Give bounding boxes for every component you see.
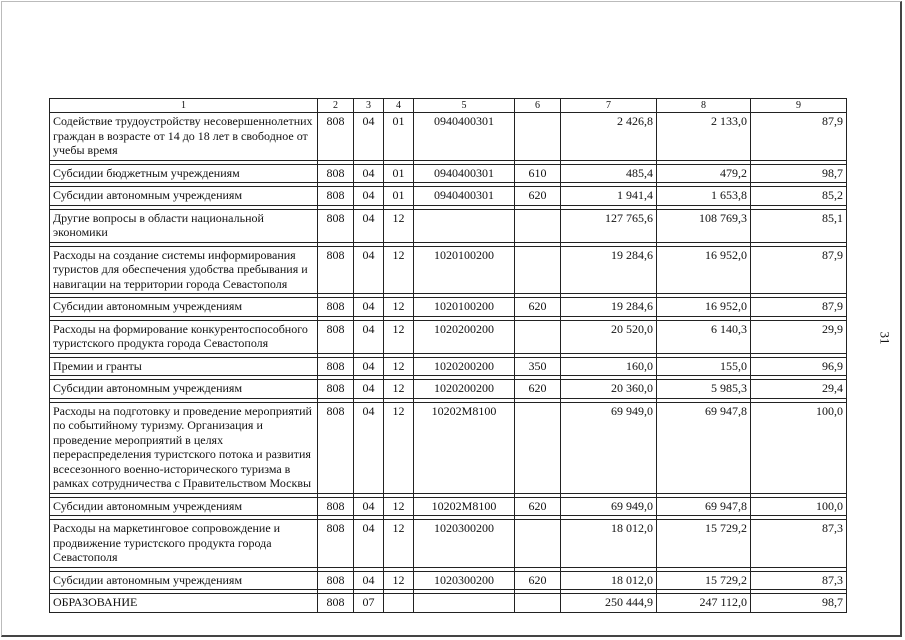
row-plan-amount: 19 284,6	[561, 246, 657, 294]
row-plan-amount: 20 520,0	[561, 320, 657, 353]
row-label: Субсидии автономным учреждениям	[50, 380, 318, 399]
row-code: 808	[318, 357, 354, 376]
row-section: 04	[354, 380, 384, 399]
row-percent: 98,7	[751, 164, 847, 183]
row-section: 04	[354, 164, 384, 183]
row-subsection: 12	[384, 209, 414, 242]
row-subsection: 12	[384, 357, 414, 376]
row-plan-amount: 19 284,6	[561, 298, 657, 317]
row-code: 808	[318, 164, 354, 183]
column-number: 2	[318, 99, 354, 113]
row-subsection: 12	[384, 571, 414, 590]
row-section: 04	[354, 209, 384, 242]
row-expense-type	[515, 113, 561, 161]
row-percent: 87,9	[751, 113, 847, 161]
row-target-article: 1020100200	[414, 246, 515, 294]
table-row	[50, 113, 847, 161]
row-code: 808	[318, 594, 354, 613]
row-percent: 87,3	[751, 571, 847, 590]
column-number: 5	[414, 99, 515, 113]
row-percent: 98,7	[751, 594, 847, 613]
row-section: 04	[354, 320, 384, 353]
row-expense-type	[515, 402, 561, 493]
row-target-article: 10202М8100	[414, 402, 515, 493]
row-section: 04	[354, 187, 384, 206]
row-code: 808	[318, 209, 354, 242]
row-plan-amount: 160,0	[561, 357, 657, 376]
row-expense-type	[515, 594, 561, 613]
row-actual-amount: 479,2	[657, 164, 751, 183]
row-subsection: 12	[384, 246, 414, 294]
row-subsection: 12	[384, 520, 414, 568]
column-number: 8	[657, 99, 751, 113]
row-expense-type	[515, 209, 561, 242]
table-row	[50, 402, 847, 493]
row-expense-type: 610	[515, 164, 561, 183]
row-subsection: 12	[384, 380, 414, 399]
row-code: 808	[318, 246, 354, 294]
row-code: 808	[318, 298, 354, 317]
row-code: 808	[318, 380, 354, 399]
row-plan-amount: 69 949,0	[561, 402, 657, 493]
row-label: Субсидии автономным учреждениям	[50, 298, 318, 317]
row-label: Субсидии автономным учреждениям	[50, 187, 318, 206]
row-percent: 85,1	[751, 209, 847, 242]
row-plan-amount: 2 426,8	[561, 113, 657, 161]
row-expense-type: 620	[515, 298, 561, 317]
table-row	[50, 209, 847, 242]
row-section: 04	[354, 402, 384, 493]
row-actual-amount: 108 769,3	[657, 209, 751, 242]
row-label: Другие вопросы в области национальной экономики	[50, 209, 318, 242]
row-target-article: 0940400301	[414, 164, 515, 183]
row-percent: 85,2	[751, 187, 847, 206]
row-actual-amount: 6 140,3	[657, 320, 751, 353]
row-expense-type: 350	[515, 357, 561, 376]
row-subsection	[384, 594, 414, 613]
table-row	[50, 298, 847, 317]
table-row	[50, 187, 847, 206]
row-plan-amount: 69 949,0	[561, 497, 657, 516]
table-row	[50, 497, 847, 516]
row-expense-type	[515, 320, 561, 353]
row-code: 808	[318, 320, 354, 353]
table-row	[50, 571, 847, 590]
row-target-article: 1020200200	[414, 380, 515, 399]
row-label: Субсидии бюджетным учреждениям	[50, 164, 318, 183]
row-plan-amount: 1 941,4	[561, 187, 657, 206]
table-row	[50, 164, 847, 183]
table-row	[50, 520, 847, 568]
row-code: 808	[318, 497, 354, 516]
row-label: Субсидии автономным учреждениям	[50, 497, 318, 516]
row-section: 04	[354, 246, 384, 294]
row-expense-type: 620	[515, 571, 561, 590]
row-actual-amount: 155,0	[657, 357, 751, 376]
row-target-article: 0940400301	[414, 187, 515, 206]
row-expense-type	[515, 246, 561, 294]
row-actual-amount: 15 729,2	[657, 520, 751, 568]
row-label: Расходы на подготовку и проведение мероприятий по событийному туризму. Организация и проведение мероприятий в целях перераспределения туристского потока и развития всесезонного военно-исторического туризма в рамках сотрудничества с Правительством Москвы	[50, 402, 318, 493]
row-subsection: 12	[384, 497, 414, 516]
table-row	[50, 320, 847, 353]
table-row	[50, 594, 847, 613]
row-plan-amount: 18 012,0	[561, 520, 657, 568]
row-label: Субсидии автономным учреждениям	[50, 571, 318, 590]
row-expense-type: 620	[515, 380, 561, 399]
row-percent: 29,4	[751, 380, 847, 399]
row-section: 04	[354, 520, 384, 568]
row-target-article: 10202М8100	[414, 497, 515, 516]
row-label: Расходы на создание системы информирования туристов для обеспечения удобства пребывания и навигации на территории города Севастополя	[50, 246, 318, 294]
row-actual-amount: 16 952,0	[657, 298, 751, 317]
row-code: 808	[318, 187, 354, 206]
row-label: Расходы на формирование конкурентоспособного туристского продукта города Севастополя	[50, 320, 318, 353]
row-section: 04	[354, 357, 384, 376]
row-subsection: 01	[384, 113, 414, 161]
row-plan-amount: 20 360,0	[561, 380, 657, 399]
row-target-article: 1020300200	[414, 520, 515, 568]
row-target-article: 1020300200	[414, 571, 515, 590]
row-actual-amount: 5 985,3	[657, 380, 751, 399]
column-number: 9	[751, 99, 847, 113]
row-section: 04	[354, 298, 384, 317]
row-actual-amount: 247 112,0	[657, 594, 751, 613]
column-number-row	[50, 99, 847, 113]
row-code: 808	[318, 571, 354, 590]
row-target-article: 0940400301	[414, 113, 515, 161]
column-number: 1	[50, 99, 318, 113]
row-subsection: 12	[384, 402, 414, 493]
row-actual-amount: 16 952,0	[657, 246, 751, 294]
row-actual-amount: 15 729,2	[657, 571, 751, 590]
row-plan-amount: 18 012,0	[561, 571, 657, 590]
row-section: 04	[354, 497, 384, 516]
row-percent: 87,3	[751, 520, 847, 568]
row-label: Содействие трудоустройству несовершеннолетних граждан в возрасте от 14 до 18 лет в свободное от учебы время	[50, 113, 318, 161]
row-subsection: 12	[384, 298, 414, 317]
column-number: 6	[515, 99, 561, 113]
row-percent: 96,9	[751, 357, 847, 376]
row-expense-type: 620	[515, 187, 561, 206]
row-percent: 87,9	[751, 246, 847, 294]
row-actual-amount: 2 133,0	[657, 113, 751, 161]
table-row	[50, 357, 847, 376]
row-target-article	[414, 209, 515, 242]
row-code: 808	[318, 402, 354, 493]
page-number: 31	[877, 331, 893, 345]
row-percent: 100,0	[751, 402, 847, 493]
row-label: Премии и гранты	[50, 357, 318, 376]
row-plan-amount: 485,4	[561, 164, 657, 183]
row-target-article: 1020100200	[414, 298, 515, 317]
table-row	[50, 246, 847, 294]
row-subsection: 01	[384, 187, 414, 206]
row-actual-amount: 69 947,8	[657, 497, 751, 516]
row-actual-amount: 69 947,8	[657, 402, 751, 493]
column-number: 4	[384, 99, 414, 113]
row-plan-amount: 250 444,9	[561, 594, 657, 613]
row-expense-type	[515, 520, 561, 568]
row-section: 07	[354, 594, 384, 613]
row-target-article: 1020200200	[414, 320, 515, 353]
row-subsection: 01	[384, 164, 414, 183]
row-expense-type: 620	[515, 497, 561, 516]
row-target-article	[414, 594, 515, 613]
row-label: ОБРАЗОВАНИЕ	[50, 594, 318, 613]
column-number: 7	[561, 99, 657, 113]
row-section: 04	[354, 571, 384, 590]
row-percent: 87,9	[751, 298, 847, 317]
column-number: 3	[354, 99, 384, 113]
row-code: 808	[318, 113, 354, 161]
row-plan-amount: 127 765,6	[561, 209, 657, 242]
row-actual-amount: 1 653,8	[657, 187, 751, 206]
row-percent: 100,0	[751, 497, 847, 516]
row-code: 808	[318, 520, 354, 568]
budget-table	[49, 98, 847, 613]
row-section: 04	[354, 113, 384, 161]
table-row	[50, 380, 847, 399]
row-subsection: 12	[384, 320, 414, 353]
row-percent: 29,9	[751, 320, 847, 353]
row-target-article: 1020200200	[414, 357, 515, 376]
row-label: Расходы на маркетинговое сопровождение и продвижение туристского продукта города Севастополя	[50, 520, 318, 568]
